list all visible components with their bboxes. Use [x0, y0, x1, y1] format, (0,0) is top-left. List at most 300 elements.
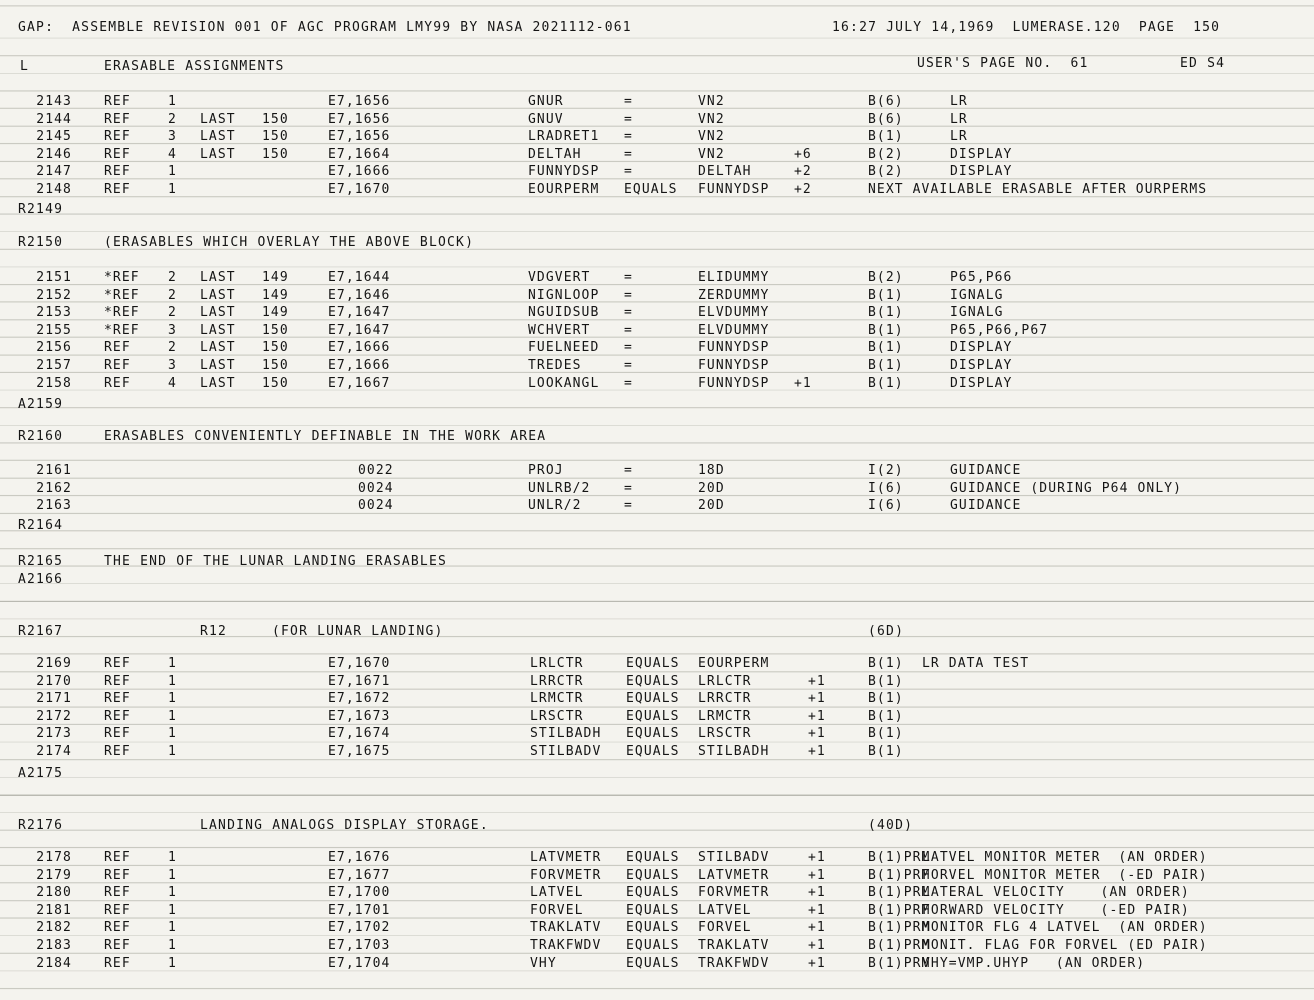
cell-sym: TRAKLATV — [530, 920, 602, 936]
cell-n: 2 — [168, 270, 177, 285]
cell-val: 18D — [698, 463, 725, 478]
cell-typ: B(1)PRM — [868, 920, 931, 936]
cell-ref: REF — [104, 111, 131, 127]
cell-ln: 2152 — [36, 287, 72, 303]
cell-n: 1 — [168, 938, 177, 953]
cell-ln: 2184 — [36, 955, 72, 971]
cell-ln: 2170 — [36, 673, 72, 689]
listing-line-2161 — [0, 463, 1314, 481]
cell-ln: 2174 — [36, 744, 72, 759]
page-separator — [0, 601, 1314, 602]
cell-val: VN2 — [698, 111, 725, 127]
cell-cm: P65,P66 — [950, 270, 1013, 285]
cell-cm: FORWARD VELOCITY (-ED PAIR) — [922, 902, 1190, 918]
cell-val: 20D — [698, 480, 725, 496]
cell-sym: GNUV — [528, 111, 564, 127]
cell-cm: DISPLAY — [950, 340, 1013, 356]
listing-line-2163 — [0, 498, 1314, 516]
listing-line-2170 — [0, 674, 1314, 692]
cell-sym: STILBADV — [530, 744, 602, 759]
listing-line-2182 — [0, 920, 1314, 938]
cell-loc: E7,1644 — [328, 270, 391, 285]
cell-op: EQUALS — [626, 691, 680, 707]
cell-cm: FORVEL MONITOR METER (-ED PAIR) — [922, 867, 1208, 883]
listing-line-2143 — [0, 94, 1314, 112]
cell-loc: E7,1646 — [328, 287, 391, 303]
cell-last: LAST — [200, 305, 236, 321]
cell-op: = — [624, 463, 633, 478]
line-label-2166: A2166 — [18, 572, 64, 587]
end-of-landing-erasables: R2165 THE END OF THE LUNAR LANDING ERASABLES — [18, 554, 448, 569]
cell-off: +1 — [808, 938, 826, 953]
cell-ref: *REF — [104, 322, 140, 338]
cell-loc: E7,1672 — [328, 691, 391, 707]
cell-typ: I(6) — [868, 498, 904, 514]
cell-op: = — [624, 375, 633, 391]
cell-typ: B(1)PRM — [868, 955, 931, 971]
cell-ref: REF — [104, 708, 131, 724]
cell-op: = — [624, 358, 633, 373]
cell-val: STILBADH — [698, 744, 770, 759]
cell-ln: 2173 — [36, 726, 72, 742]
listing-line-2183 — [0, 938, 1314, 956]
cell-ref: REF — [104, 955, 131, 971]
cell-ln: 2146 — [36, 146, 72, 162]
cell-loc: E7,1666 — [328, 164, 391, 180]
cell-sym: STILBADH — [530, 726, 602, 742]
cell-cm: IGNALG — [950, 305, 1004, 321]
cell-cm: MONIT. FLAG FOR FORVEL (ED PAIR) — [922, 938, 1208, 953]
cell-n: 1 — [168, 673, 177, 689]
cell-cm: LR — [950, 129, 968, 145]
cell-typ: B(1)PRM — [868, 902, 931, 918]
cell-ln: 2144 — [36, 111, 72, 127]
cell-ln: 2153 — [36, 305, 72, 321]
cell-ref: REF — [104, 375, 131, 391]
cell-n: 1 — [168, 902, 177, 918]
cell-sym: FORVEL — [530, 902, 584, 918]
cell-op: EQUALS — [626, 726, 680, 742]
cell-n: 3 — [168, 129, 177, 145]
listing-line-2181 — [0, 903, 1314, 921]
cell-n: 2 — [168, 340, 177, 356]
cell-op: EQUALS — [626, 673, 680, 689]
cell-sym: DELTAH — [528, 146, 582, 162]
cell-off: +1 — [808, 920, 826, 936]
cell-typ: B(6) — [868, 111, 904, 127]
cell-sym: LOOKANGL — [528, 375, 600, 391]
cell-pg: 150 — [262, 111, 289, 127]
listing-line-2173 — [0, 726, 1314, 744]
listing-line-2178 — [0, 850, 1314, 868]
cell-val: LATVEL — [698, 902, 752, 918]
cell-ref: REF — [104, 920, 131, 936]
cell-op: = — [624, 94, 633, 109]
line-label-2149: R2149 — [18, 202, 64, 217]
cell-loc: E7,1656 — [328, 129, 391, 145]
cell-off: +1 — [808, 744, 826, 759]
cell-val: FUNNYDSP — [698, 358, 770, 373]
listing-line-2157 — [0, 358, 1314, 376]
cell-op: EQUALS — [626, 850, 680, 865]
cell-typ: B(1) — [868, 726, 904, 742]
listing-line-2180 — [0, 885, 1314, 903]
cell-ref: REF — [104, 691, 131, 707]
listing-line-2144 — [0, 112, 1314, 130]
cell-sym: VHY — [530, 955, 557, 971]
cell-n: 1 — [168, 955, 177, 971]
cell-sym: VDGVERT — [528, 270, 591, 285]
cell-sym: TREDES — [528, 358, 582, 373]
cell-ln: 2143 — [36, 94, 72, 109]
cell-ln: 2180 — [36, 885, 72, 901]
cell-ref: REF — [104, 94, 131, 109]
cell-cm: LR DATA TEST — [922, 656, 1030, 671]
cell-ref: REF — [104, 146, 131, 162]
cell-cm: DISPLAY — [950, 146, 1013, 162]
cell-sym: NIGNLOOP — [528, 287, 600, 303]
listing-line-2158 — [0, 376, 1314, 394]
cell-loc: E7,1701 — [328, 902, 391, 918]
cell-sym: TRAKFWDV — [530, 938, 602, 953]
cell-ref: REF — [104, 850, 131, 865]
cell-ref: *REF — [104, 287, 140, 303]
cell-val: TRAKFWDV — [698, 955, 770, 971]
cell-val: ELVDUMMY — [698, 322, 770, 338]
cell-ln: 2151 — [36, 270, 72, 285]
cell-val: VN2 — [698, 129, 725, 145]
cell-sym: LRLCTR — [530, 656, 584, 671]
cell-cm: GUIDANCE — [950, 498, 1022, 514]
cell-loc: E7,1673 — [328, 708, 391, 724]
cell-typ: B(1)PRM — [868, 867, 931, 883]
cell-ref: REF — [104, 129, 131, 145]
landing-analogs-heading: R2176 LANDING ANALOGS DISPLAY STORAGE. (40D) — [18, 818, 914, 833]
page-separator-2 — [0, 795, 1314, 796]
listing-line-2145 — [0, 129, 1314, 147]
listing-line-2162 — [0, 481, 1314, 499]
cell-last: LAST — [200, 375, 236, 391]
cell-sym: UNLRB/2 — [528, 480, 591, 496]
cell-val: FUNNYDSP — [698, 182, 770, 197]
cell-sym: FORVMETR — [530, 867, 602, 883]
cell-op: EQUALS — [626, 938, 680, 953]
cell-op: EQUALS — [626, 885, 680, 901]
cell-n: 1 — [168, 867, 177, 883]
cell-ln: 2181 — [36, 902, 72, 918]
cell-pg: 150 — [262, 358, 289, 373]
cell-sym: LATVMETR — [530, 850, 602, 865]
cell-val: LRRCTR — [698, 691, 752, 707]
listing-line-2153 — [0, 305, 1314, 323]
cell-ln: 2179 — [36, 867, 72, 883]
cell-ln: 2158 — [36, 375, 72, 391]
cell-n: 4 — [168, 146, 177, 162]
cell-sym: LATVEL — [530, 885, 584, 901]
cell-val: FORVMETR — [698, 885, 770, 901]
cell-typ: B(1) — [868, 287, 904, 303]
cell-loc: 0022 — [358, 463, 394, 478]
cell-n: 2 — [168, 111, 177, 127]
listing-line-2156 — [0, 340, 1314, 358]
cell-loc: E7,1656 — [328, 94, 391, 109]
cell-last: LAST — [200, 146, 236, 162]
cell-last: LAST — [200, 287, 236, 303]
cell-cm: DISPLAY — [950, 375, 1013, 391]
cell-ref: REF — [104, 164, 131, 180]
cell-val: DELTAH — [698, 164, 752, 180]
cell-op: = — [624, 129, 633, 145]
cell-typ: B(1) — [868, 375, 904, 391]
cell-op: = — [624, 322, 633, 338]
cell-loc: E7,1704 — [328, 955, 391, 971]
cell-loc: E7,1677 — [328, 867, 391, 883]
listing-line-2152 — [0, 288, 1314, 306]
cell-op: = — [624, 340, 633, 356]
cell-loc: E7,1670 — [328, 182, 391, 197]
cell-last: LAST — [200, 129, 236, 145]
cell-op: EQUALS — [626, 656, 680, 671]
cell-n: 1 — [168, 164, 177, 180]
cell-pg: 150 — [262, 129, 289, 145]
cell-sym: LRRCTR — [530, 673, 584, 689]
listing-line-2169 — [0, 656, 1314, 674]
cell-cm: P65,P66,P67 — [950, 322, 1049, 338]
cell-val: TRAKLATV — [698, 938, 770, 953]
cell-sym: GNUR — [528, 94, 564, 109]
cell-ref: REF — [104, 358, 131, 373]
cell-val: STILBADV — [698, 850, 770, 865]
listing-header-title: GAP: ASSEMBLE REVISION 001 OF AGC PROGRAM LMY99 BY NASA 2021112-061 — [18, 20, 632, 35]
cell-val: ZERDUMMY — [698, 287, 770, 303]
cell-ln: 2157 — [36, 358, 72, 373]
cell-loc: E7,1671 — [328, 673, 391, 689]
cell-ref: *REF — [104, 270, 140, 285]
cell-typ: B(6) — [868, 94, 904, 109]
cell-last: LAST — [200, 340, 236, 356]
cell-typ: B(1) — [868, 708, 904, 724]
cell-val: FORVEL — [698, 920, 752, 936]
cell-op: = — [624, 111, 633, 127]
cell-loc: E7,1667 — [328, 375, 391, 391]
cell-op: EQUALS — [624, 182, 678, 197]
cell-off: +1 — [808, 726, 826, 742]
cell-sym: NGUIDSUB — [528, 305, 600, 321]
r12-heading: R2167 R12 (FOR LUNAR LANDING) (6D) — [18, 624, 905, 639]
cell-pg: 150 — [262, 340, 289, 356]
cell-ref: REF — [104, 182, 131, 197]
cell-ref: REF — [104, 726, 131, 742]
cell-cm: LR — [950, 94, 968, 109]
cell-pg: 149 — [262, 305, 289, 321]
listing-line-2184 — [0, 956, 1314, 974]
section-marker: L — [20, 59, 30, 74]
cell-ref: REF — [104, 340, 131, 356]
cell-typ: B(1) — [868, 129, 904, 145]
cell-ln: 2183 — [36, 938, 72, 953]
listing-line-2148 — [0, 182, 1314, 200]
cell-n: 1 — [168, 656, 177, 671]
cell-sym: PROJ — [528, 463, 564, 478]
work-area-heading: R2160 ERASABLES CONVENIENTLY DEFINABLE IN THE WORK AREA — [18, 429, 547, 444]
cell-loc: E7,1647 — [328, 305, 391, 321]
cell-ln: 2172 — [36, 708, 72, 724]
overlay-block-heading: R2150 (ERASABLES WHICH OVERLAY THE ABOVE BLOCK) — [18, 235, 475, 250]
cell-ref: REF — [104, 656, 131, 671]
cell-val: LRLCTR — [698, 673, 752, 689]
cell-loc: E7,1664 — [328, 146, 391, 162]
cell-sym: LRSCTR — [530, 708, 584, 724]
cell-loc: E7,1703 — [328, 938, 391, 953]
cell-off: +2 — [794, 164, 812, 180]
cell-op: = — [624, 498, 633, 514]
cell-ref: REF — [104, 867, 131, 883]
cell-val: LRMCTR — [698, 708, 752, 724]
cell-op: = — [624, 287, 633, 303]
cell-last: LAST — [200, 270, 236, 285]
cell-loc: E7,1702 — [328, 920, 391, 936]
cell-ln: 2162 — [36, 480, 72, 496]
cell-cm: GUIDANCE — [950, 463, 1022, 478]
cell-loc: E7,1674 — [328, 726, 391, 742]
cell-ref: REF — [104, 885, 131, 901]
cell-pg: 149 — [262, 287, 289, 303]
cell-op: EQUALS — [626, 902, 680, 918]
cell-val: EOURPERM — [698, 656, 770, 671]
cell-cm: VHY=VMP.UHYP (AN ORDER) — [922, 955, 1146, 971]
line-label-2164: R2164 — [18, 518, 64, 533]
cell-cm: IGNALG — [950, 287, 1004, 303]
cell-ln: 2163 — [36, 498, 72, 514]
cell-typ: B(1) — [868, 691, 904, 707]
cell-ln: 2169 — [36, 656, 72, 671]
cell-val: 20D — [698, 498, 725, 514]
cell-ref: REF — [104, 902, 131, 918]
cell-off: +1 — [808, 867, 826, 883]
cell-op: EQUALS — [626, 744, 680, 759]
cell-sym: LRMCTR — [530, 691, 584, 707]
cell-ln: 2155 — [36, 322, 72, 338]
cell-pg: 150 — [262, 146, 289, 162]
cell-typ: B(1) — [868, 673, 904, 689]
cell-off: +2 — [794, 182, 812, 197]
cell-typ: B(1) — [868, 358, 904, 373]
line-label-2175: A2175 — [18, 766, 64, 781]
cell-sym: FUELNEED — [528, 340, 600, 356]
cell-typ: B(1) — [868, 305, 904, 321]
listing-line-2147 — [0, 164, 1314, 182]
cell-typ: B(1)PRM — [868, 938, 931, 953]
cell-cm: LATVEL MONITOR METER (AN ORDER) — [922, 850, 1208, 865]
cell-typ: B(1) — [868, 340, 904, 356]
cell-ref: *REF — [104, 305, 140, 321]
cell-off: +1 — [808, 902, 826, 918]
cell-loc: E7,1666 — [328, 340, 391, 356]
listing-header-date-page: 16:27 JULY 14,1969 LUMERASE.120 PAGE 150 — [832, 20, 1221, 35]
cell-val: FUNNYDSP — [698, 375, 770, 391]
cell-val: LATVMETR — [698, 867, 770, 883]
cell-val: VN2 — [698, 146, 725, 162]
cell-pg: 150 — [262, 375, 289, 391]
cell-cm: LR — [950, 111, 968, 127]
cell-pg: 149 — [262, 270, 289, 285]
cell-cm: DISPLAY — [950, 358, 1013, 373]
cell-off: +1 — [808, 885, 826, 901]
cell-typ: B(2) — [868, 270, 904, 285]
listing-line-2172 — [0, 709, 1314, 727]
cell-ln: 2148 — [36, 182, 72, 197]
listing-line-2151 — [0, 270, 1314, 288]
cell-val: FUNNYDSP — [698, 340, 770, 356]
cell-op: = — [624, 305, 633, 321]
cell-val: ELIDUMMY — [698, 270, 770, 285]
cell-val: VN2 — [698, 94, 725, 109]
cell-loc: E7,1647 — [328, 322, 391, 338]
cell-off: +6 — [794, 146, 812, 162]
cell-n: 1 — [168, 94, 177, 109]
cell-last: LAST — [200, 322, 236, 338]
cell-op: = — [624, 164, 633, 180]
cell-typ: B(2) — [868, 146, 904, 162]
cell-loc: E7,1700 — [328, 885, 391, 901]
listing-line-2174 — [0, 744, 1314, 762]
cell-cm: LATERAL VELOCITY (AN ORDER) — [922, 885, 1190, 901]
cell-ln: 2145 — [36, 129, 72, 145]
cell-n: 1 — [168, 182, 177, 197]
listing-line-2179 — [0, 868, 1314, 886]
cell-cm: DISPLAY — [950, 164, 1013, 180]
cell-n: 1 — [168, 885, 177, 901]
cell-typ: B(1)PRM — [868, 885, 931, 901]
cell-n: 2 — [168, 287, 177, 303]
cell-typ: B(1)PRM — [868, 850, 931, 865]
listing-line-2155 — [0, 323, 1314, 341]
cell-op: EQUALS — [626, 920, 680, 936]
cell-ln: 2182 — [36, 920, 72, 936]
cell-off: +1 — [808, 673, 826, 689]
cell-ln: 2171 — [36, 691, 72, 707]
section-title: ERASABLE ASSIGNMENTS — [104, 59, 285, 74]
cell-sym: FUNNYDSP — [528, 164, 600, 180]
cell-ln: 2156 — [36, 340, 72, 356]
cell-off: +1 — [808, 850, 826, 865]
cell-sym: UNLR/2 — [528, 498, 582, 514]
cell-n: 1 — [168, 744, 177, 759]
cell-n: 1 — [168, 850, 177, 865]
cell-ref: REF — [104, 673, 131, 689]
cell-off: +1 — [794, 375, 812, 391]
cell-off: +1 — [808, 955, 826, 971]
cell-loc: 0024 — [358, 480, 394, 496]
cell-last: LAST — [200, 111, 236, 127]
cell-off: +1 — [808, 691, 826, 707]
cell-sym: WCHVERT — [528, 322, 591, 338]
listing-line-2171 — [0, 691, 1314, 709]
cell-typ: B(1) — [868, 656, 904, 671]
cell-off: +1 — [808, 708, 826, 724]
cell-op: EQUALS — [626, 708, 680, 724]
cell-ln: 2147 — [36, 164, 72, 180]
cell-n: 1 — [168, 726, 177, 742]
cell-ln: 2161 — [36, 463, 72, 478]
users-page-number: USER'S PAGE NO. 61 — [917, 56, 1089, 71]
cell-n: 3 — [168, 322, 177, 338]
cell-typ: I(2) — [868, 463, 904, 478]
cell-n: 4 — [168, 375, 177, 391]
cell-n: 2 — [168, 305, 177, 321]
cell-n: 1 — [168, 691, 177, 707]
cell-typ: I(6) — [868, 480, 904, 496]
